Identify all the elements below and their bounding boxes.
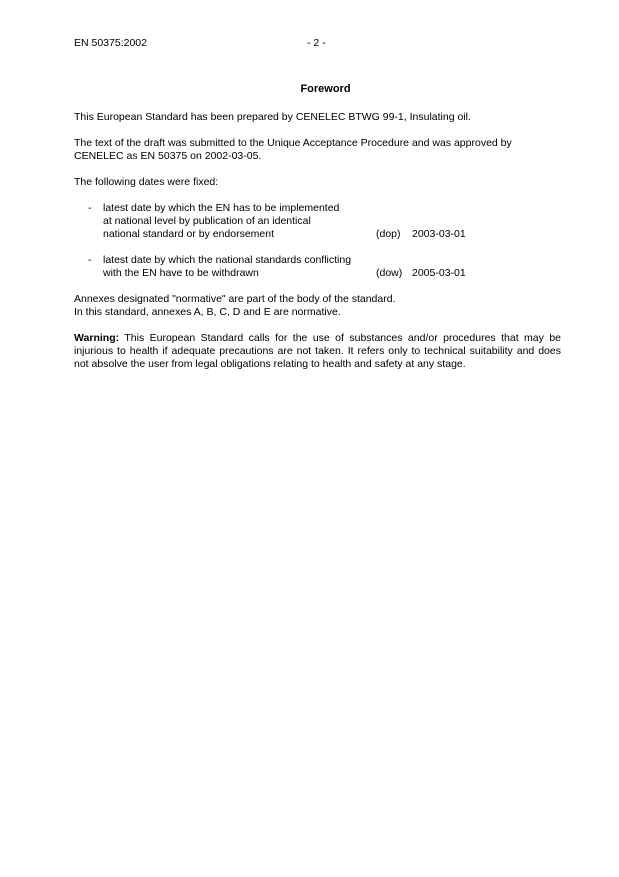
paragraph-annexes xyxy=(74,293,396,319)
date-code-dop: (dop) xyxy=(376,228,401,240)
list-item-dash: - xyxy=(88,254,92,266)
annex-line1: Annexes designated "normative" are part of the body of the standard. xyxy=(74,293,396,305)
date-value-dow: 2005-03-01 xyxy=(412,267,466,279)
paragraph-warning xyxy=(74,332,561,371)
warning-label: Warning: xyxy=(74,332,120,344)
list-item-line: latest date by which the national standards conflicting xyxy=(103,254,352,266)
warning-text: This European Standard calls for the use of substances and/or procedures that may be injurious to health if adequate precautions are not taken. It refers only to technical suitability and does not absolve the user from legal obligations relating to health and safety at any stage. xyxy=(74,332,561,370)
date-value-dop: 2003-03-01 xyxy=(412,228,466,240)
paragraph-approval xyxy=(74,137,512,163)
list-item-line: at national level by publication of an identical xyxy=(103,215,311,227)
paragraph-approval-line2: CENELEC as EN 50375 on 2002-03-05. xyxy=(74,150,262,162)
list-item-line: national standard or by endorsement xyxy=(103,228,275,240)
date-code-dow: (dow) xyxy=(376,267,403,279)
list-item-line: with the EN have to be withdrawn xyxy=(103,267,259,279)
list-item-dash: - xyxy=(88,202,92,214)
page-number: - 2 - xyxy=(307,37,326,49)
list-item-line: latest date by which the EN has to be implemented xyxy=(103,202,340,214)
paragraph-approval-line1: The text of the draft was submitted to the Unique Acceptance Procedure and was approved by xyxy=(74,137,512,149)
list-item-dow-text xyxy=(103,254,351,280)
paragraph-prepared-by: This European Standard has been prepared by CENELEC BTWG 99-1, Insulating oil. xyxy=(74,111,471,123)
document-number: EN 50375:2002 xyxy=(74,37,147,49)
page-title: Foreword xyxy=(300,83,351,95)
list-item-dop-text xyxy=(103,202,339,241)
annex-line2: In this standard, annexes A, B, C, D and E are normative. xyxy=(74,306,341,318)
paragraph-dates-intro: The following dates were fixed: xyxy=(74,176,219,188)
